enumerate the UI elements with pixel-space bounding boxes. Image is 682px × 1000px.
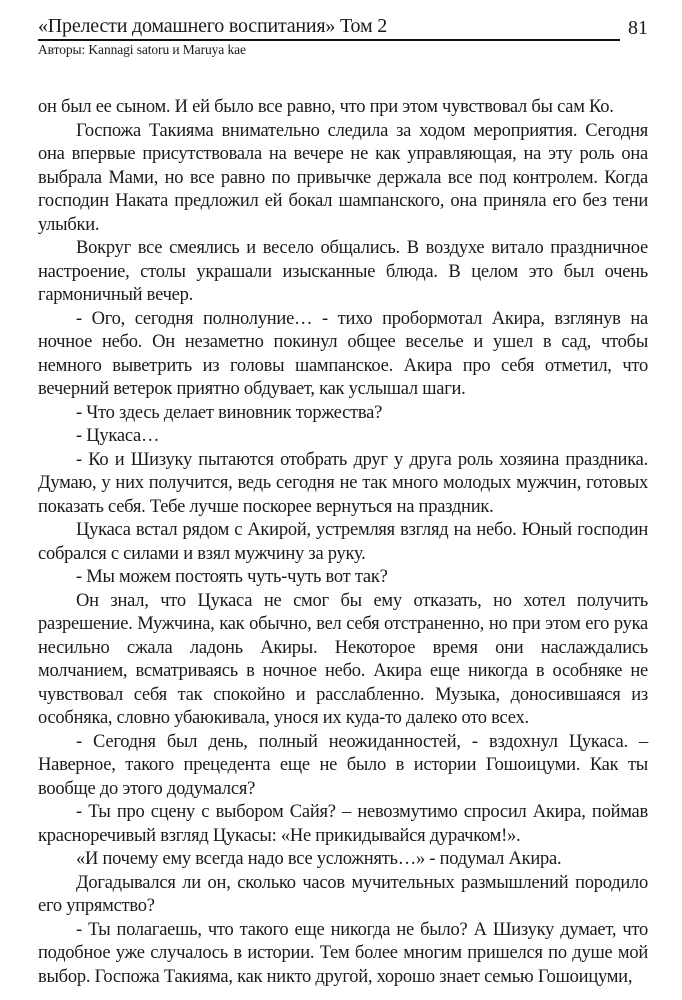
authors-line: Авторы: Kannagi satoru и Maruya kae bbox=[38, 42, 246, 57]
paragraph: он был ее сыном. И ей было все равно, что при этом чувствовал бы сам Ко. bbox=[38, 97, 614, 117]
paragraph: Догадывался ли он, сколько часов мучительных размышлений породило его упрямство? bbox=[38, 872, 648, 916]
paragraph: Госпожа Такияма внимательно следила за ходом мероприятия. Сегодня она впервые присутствовала на вечере не как управляющая, на эту роль она выбрала Мами, но все равно по привычке держала все под контролем. Когда господин Наката предложил ей бокал шампанского, она приняла его без тени улыбки. bbox=[38, 120, 648, 235]
paragraph: Вокруг все смеялись и весело общались. В воздухе витало праздничное настроение, столы украшали изысканные блюда. В целом это был очень гармоничный вечер. bbox=[38, 238, 648, 305]
paragraph: - Что здесь делает виновник торжества? bbox=[76, 402, 383, 423]
paragraph: - Ты полагаешь, что такого еще никогда не было? А Шизуку думает, что подобное уже случалось в истории. Тем более многим пришелся по душе мой выбор. Госпожа Такияма, как никто другой, хорошо знает семью Гошоицуми, bbox=[38, 919, 648, 987]
page-header bbox=[38, 14, 648, 41]
paragraph: Он знал, что Цукаса не смог бы ему отказать, но хотел получить разрешение. Мужчина, как обычно, вел себя отстраненно, но при этом его рука несильно сжала ладонь Акиры. Некоторое время они наслаждались молчанием, всматриваясь в ночное небо. Акира еще никогда в особняке не чувствовал себя так спокойно и расслабленно. Музыка, доносившаяся из особняка, словно убаюкивала, унося их куда-то далеко ото всех. bbox=[38, 590, 648, 728]
paragraph: - Ого, сегодня полнолуние… - тихо пробормотал Акира, взглянув на ночное небо. Он незаметно покинул общее веселье и ушел в сад, чтобы немного выветрить из головы шампанское. Акира про себя отметил, что вечерний ветерок приятно обдувает, как услышал шаги. bbox=[38, 308, 648, 399]
page-title: «Прелести домашнего воспитания» Том 2 bbox=[38, 15, 388, 37]
paragraph: - Ко и Шизуку пытаются отобрать друг у друга роль хозяина праздника. Думаю, у них получится, ведь сегодня не так много молодых мужчин, готовых показать себя. Тебе лучше поскорее вернуться на праздник. bbox=[38, 449, 648, 517]
paragraph: «И почему ему всегда надо все усложнять…» - подумал Акира. bbox=[76, 849, 562, 869]
body-text bbox=[38, 96, 648, 989]
page-number: 81 bbox=[628, 17, 648, 39]
paragraph: Цукаса встал рядом с Акирой, устремляя взгляд на небо. Юный господин собрался с силами и взял мужчину за руку. bbox=[38, 520, 648, 564]
paragraph: - Ты про сцену с выбором Сайя? – невозмутимо спросил Акира, поймав красноречивый взгляд Цукасы: «Не прикидывайся дурачком!». bbox=[38, 802, 648, 846]
paragraph: - Цукаса… bbox=[76, 426, 160, 446]
header-rule bbox=[38, 14, 620, 41]
paragraph: - Мы можем постоять чуть-чуть вот так? bbox=[76, 567, 388, 587]
paragraph: - Сегодня был день, полный неожиданностей, - вздохнул Цукаса. – Наверное, такого прецедента еще не было в истории Гошоицуми. Как ты вообще до этого додумался? bbox=[38, 731, 648, 799]
